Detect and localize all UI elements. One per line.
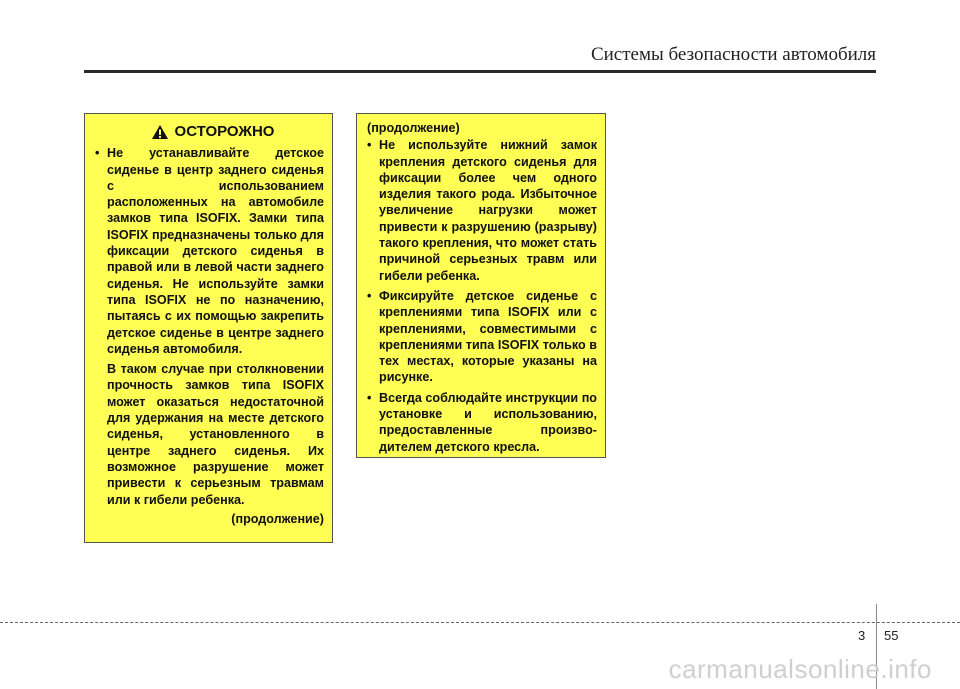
continued-label: (продолжение) xyxy=(231,511,324,526)
warning-triangle-icon xyxy=(151,124,169,140)
chapter-number: 3 xyxy=(858,628,866,643)
warning-paragraph: В таком случае при столкновении прочность замков типа ISOFIX может оказаться недостаточной для удержания на месте детского сиденья, установленного в центре заднего сиденья. Их возможное разрушение может привести к серьезным травмам или к гибели ребенка. xyxy=(107,362,324,507)
continuation-heading: (продолжение) xyxy=(367,121,460,135)
list-item xyxy=(367,137,597,284)
list-item-text: Фиксируйте детское сиденье с креплениями типа ISOFIX или с креплениями, совместимыми с креплениями типа ISOFIX только в тех местах, которые указаны на рисунке. xyxy=(379,288,597,385)
list-item xyxy=(367,390,597,455)
page-header-title: Системы безопасности автомобиля xyxy=(590,44,876,65)
list-item-text: Всегда соблюдайте инструкции по установке и использованию, предоставленные произво-дителем детского кресла. xyxy=(379,390,597,454)
continuation-box xyxy=(356,113,606,458)
bullet-marker: • xyxy=(367,288,372,303)
warning-heading xyxy=(95,124,324,140)
list-item-text: Не используйте нижний замок крепления детского сиденья для фиксации более чем одного изделия такого рода. Избыточное увеличение нагрузки может привести к разрушению (разрыву) такого крепления, что может стать причиной серьезных травм или гибели ребенка. xyxy=(379,138,597,283)
watermark: carmanualsonline.info xyxy=(668,654,932,684)
footer-divider xyxy=(0,622,960,623)
bullet-marker: • xyxy=(95,146,100,161)
warning-box xyxy=(84,113,333,543)
header-divider xyxy=(84,70,876,73)
warning-heading-text: ОСТОРОЖНО xyxy=(174,123,275,140)
warning-bullet xyxy=(95,145,324,357)
warning-bullet-text: Не устанавливайте детское сиденье в центр заднего сиденья с использованием расположенных на автомобиле замков типа ISOFIX. Замки типа ISOFIX предназначены только для фиксации детского сиденья в правой или в левой части заднего сиденья. Не используйте замки типа ISOFIX не по назначению, пытаясь с их помощью закрепить детское сиденье в центре заднего сиденья автомобиля. xyxy=(107,146,324,356)
page-number: 55 xyxy=(884,628,899,643)
bullet-marker: • xyxy=(367,390,372,405)
bullet-marker: • xyxy=(367,138,372,153)
list-item xyxy=(367,288,597,386)
